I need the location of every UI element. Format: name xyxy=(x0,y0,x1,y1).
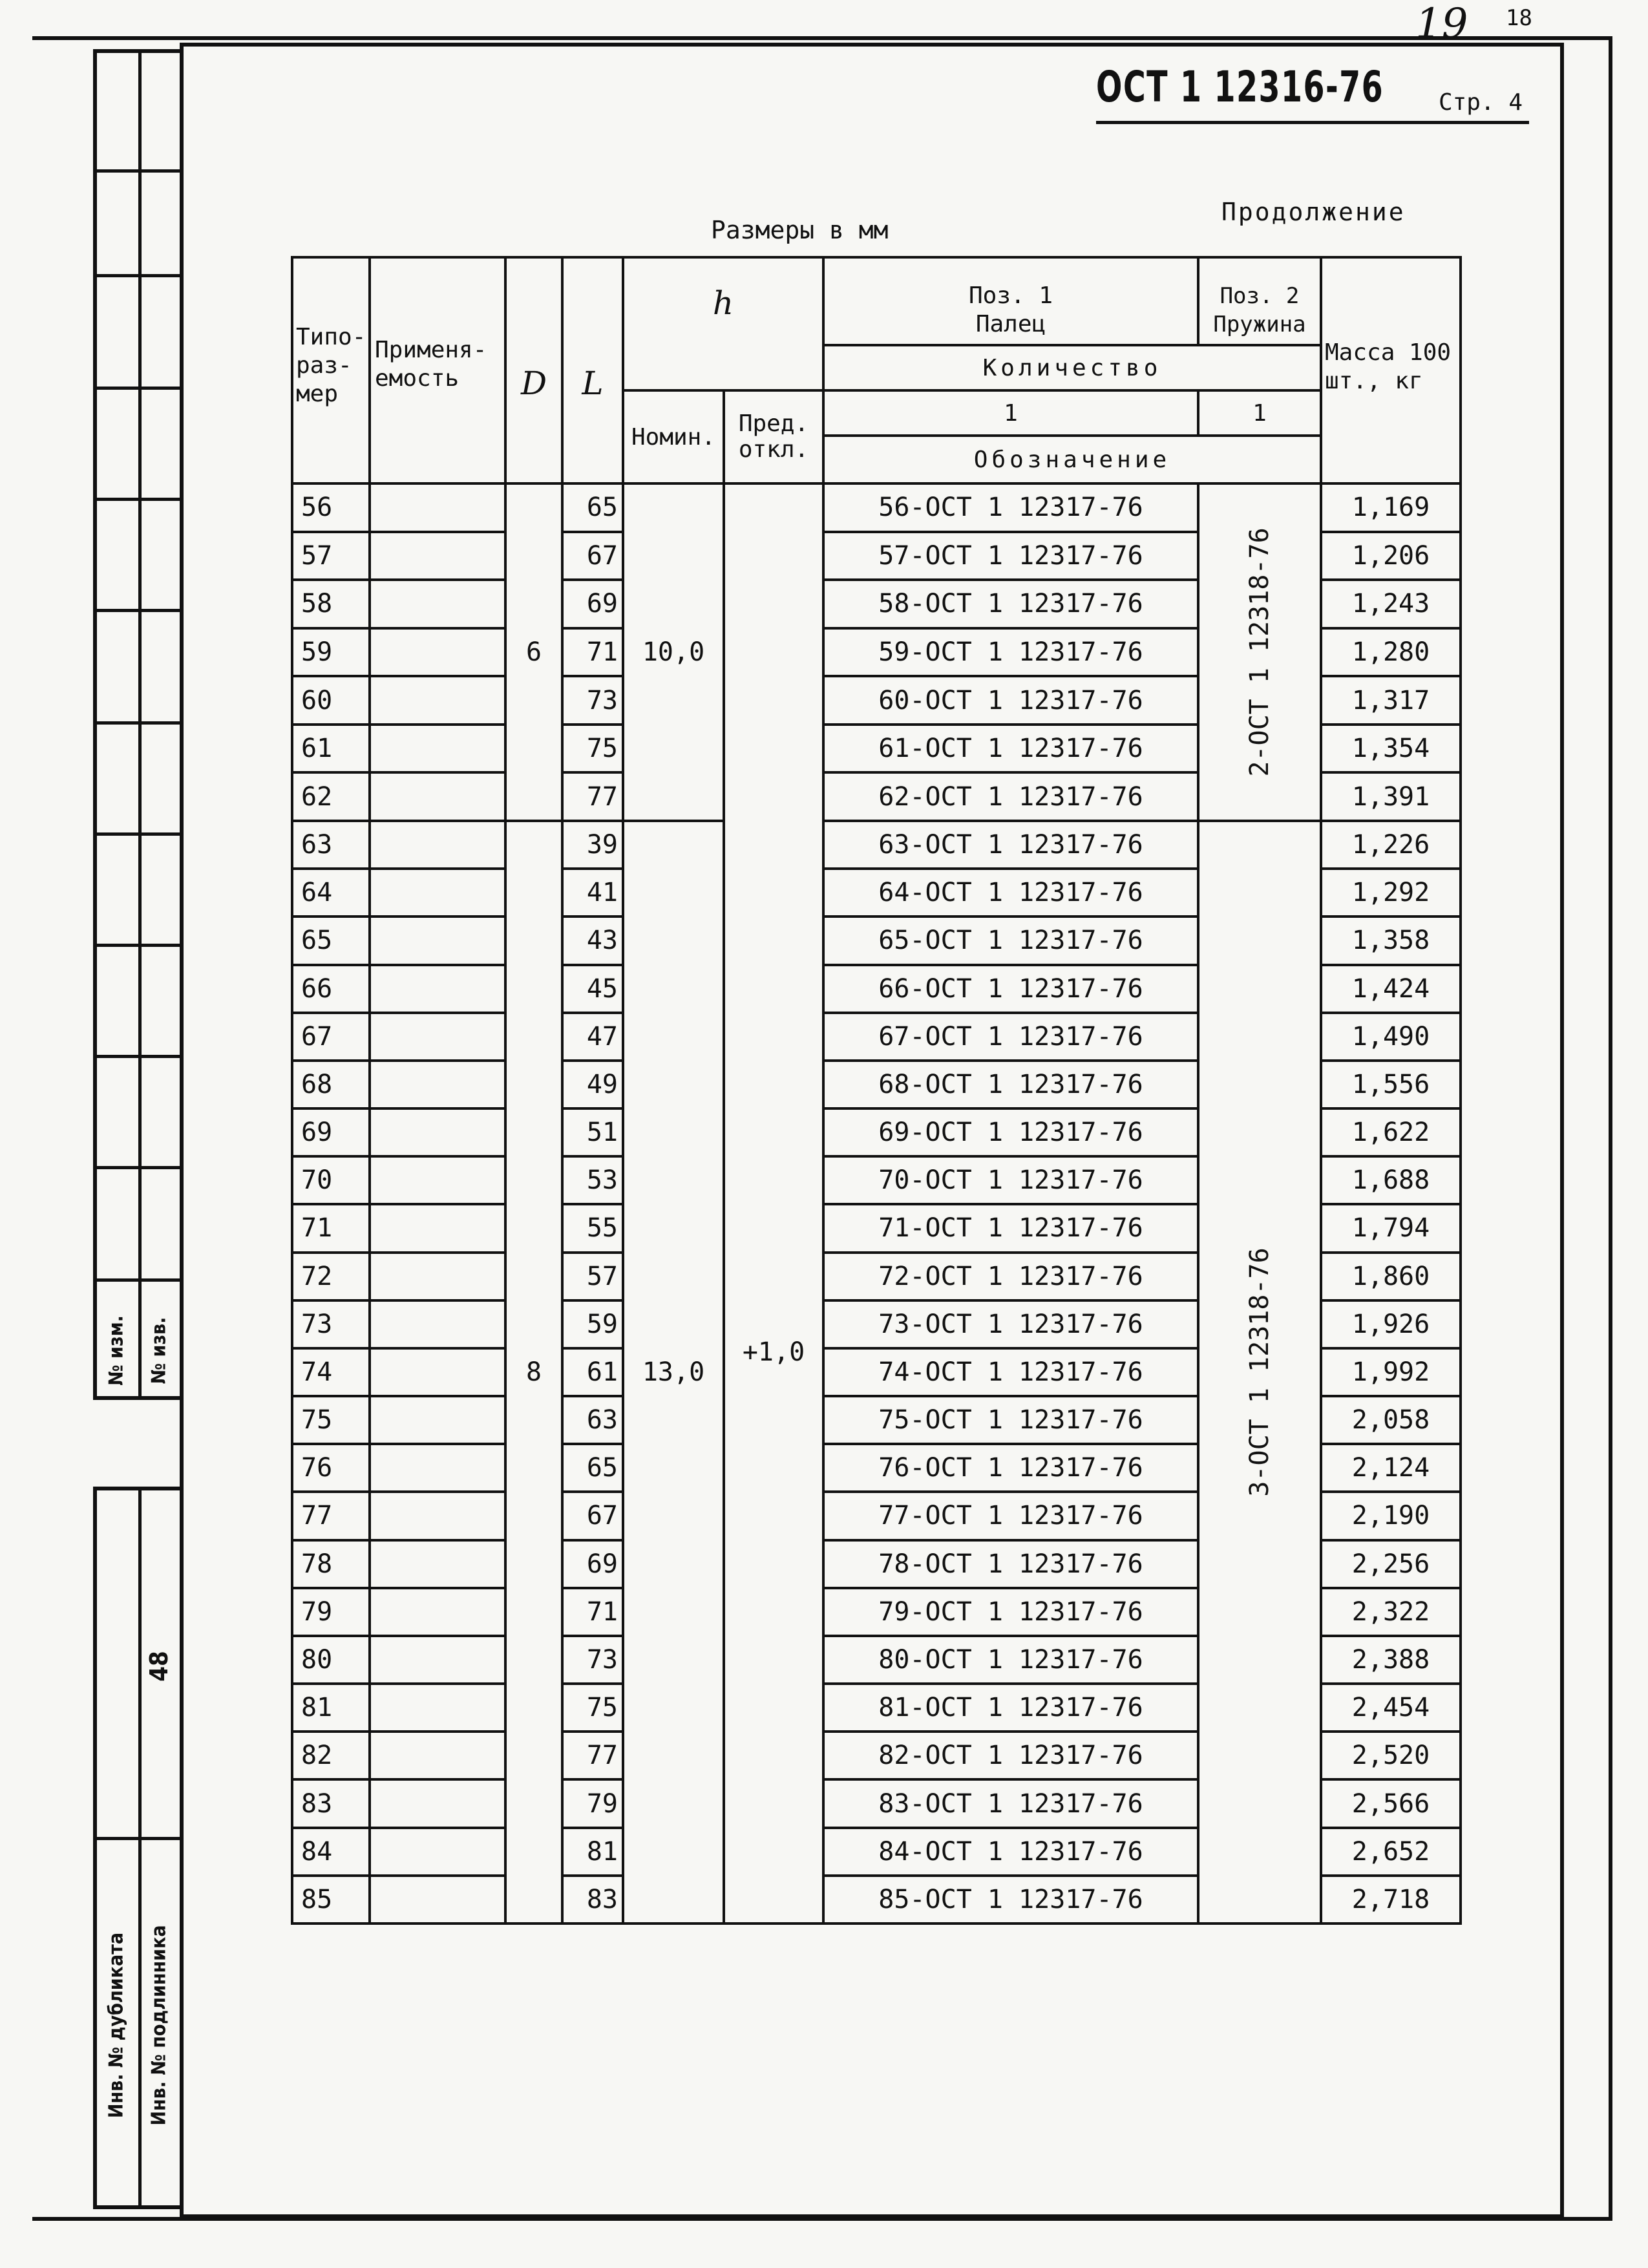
cell-massa: 1,292 xyxy=(1321,869,1461,917)
cell-oboznachenie: 66-ОСТ 1 12317-76 xyxy=(823,965,1198,1013)
header-kol: Количество xyxy=(823,345,1321,390)
cell-oboznachenie: 80-ОСТ 1 12317-76 xyxy=(823,1636,1198,1684)
cell-tiporazmer: 81 xyxy=(292,1684,370,1732)
cell-massa: 2,190 xyxy=(1321,1492,1461,1540)
cell-primenyaemost xyxy=(370,1204,505,1252)
cell-massa: 2,454 xyxy=(1321,1684,1461,1732)
cell-l: 69 xyxy=(562,580,623,628)
cell-tiporazmer: 66 xyxy=(292,965,370,1013)
cell-oboznachenie: 70-ОСТ 1 12317-76 xyxy=(823,1156,1198,1204)
cell-l: 55 xyxy=(562,1204,623,1252)
h-pred-value: +1,0 xyxy=(742,1337,805,1367)
header-h xyxy=(623,257,823,390)
cell-l: 49 xyxy=(562,1061,623,1108)
cell-oboznachenie: 73-ОСТ 1 12317-76 xyxy=(823,1300,1198,1348)
header-tipo: Типо-раз-мер xyxy=(292,257,370,483)
cell-l: 43 xyxy=(562,917,623,964)
cell-massa: 1,794 xyxy=(1321,1204,1461,1252)
cell-tiporazmer: 59 xyxy=(292,628,370,677)
dimensions-table xyxy=(291,256,1462,1925)
cell-d: 8 xyxy=(505,821,562,1924)
stub-label-izm: № изм. xyxy=(105,1315,128,1386)
cell-l: 77 xyxy=(562,772,623,821)
cell-l: 71 xyxy=(562,628,623,677)
cell-h-nom: 10,0 xyxy=(623,483,724,821)
cell-primenyaemost xyxy=(370,1108,505,1156)
cell-l: 65 xyxy=(562,483,623,532)
cell-l: 45 xyxy=(562,965,623,1013)
cell-primenyaemost xyxy=(370,1300,505,1348)
cell-oboznachenie: 62-ОСТ 1 12317-76 xyxy=(823,772,1198,821)
cell-primenyaemost xyxy=(370,1732,505,1779)
header-poz1-label: Поз. 1 xyxy=(968,282,1053,309)
table-row xyxy=(292,483,1461,532)
header-pred: Пред. откл. xyxy=(724,390,823,483)
cell-primenyaemost xyxy=(370,628,505,677)
cell-oboznachenie: 75-ОСТ 1 12317-76 xyxy=(823,1396,1198,1444)
cell-tiporazmer: 83 xyxy=(292,1779,370,1827)
cell-massa: 2,566 xyxy=(1321,1779,1461,1827)
cell-oboznachenie: 58-ОСТ 1 12317-76 xyxy=(823,580,1198,628)
cell-tiporazmer: 56 xyxy=(292,483,370,532)
cell-massa: 2,322 xyxy=(1321,1588,1461,1636)
cell-massa: 1,391 xyxy=(1321,772,1461,821)
cell-l: 83 xyxy=(562,1876,623,1924)
cell-oboznachenie: 84-ОСТ 1 12317-76 xyxy=(823,1828,1198,1876)
header-d xyxy=(505,257,562,483)
cell-tiporazmer: 63 xyxy=(292,821,370,869)
cell-tiporazmer: 70 xyxy=(292,1156,370,1204)
cell-tiporazmer: 85 xyxy=(292,1876,370,1924)
spring-designation: 2-ОСТ 1 12318-76 xyxy=(1245,527,1274,777)
cell-l: 75 xyxy=(562,1684,623,1732)
cell-tiporazmer: 82 xyxy=(292,1732,370,1779)
cell-oboznachenie: 72-ОСТ 1 12317-76 xyxy=(823,1253,1198,1300)
cell-oboznachenie: 82-ОСТ 1 12317-76 xyxy=(823,1732,1198,1779)
cell-l: 67 xyxy=(562,532,623,580)
cell-tiporazmer: 62 xyxy=(292,772,370,821)
cell-tiporazmer: 57 xyxy=(292,532,370,580)
cell-oboznachenie: 59-ОСТ 1 12317-76 xyxy=(823,628,1198,677)
spring-designation: 3-ОСТ 1 12318-76 xyxy=(1245,1247,1274,1497)
cell-oboznachenie: 76-ОСТ 1 12317-76 xyxy=(823,1444,1198,1492)
cell-massa: 1,688 xyxy=(1321,1156,1461,1204)
cell-massa: 2,124 xyxy=(1321,1444,1461,1492)
cell-l: 59 xyxy=(562,1300,623,1348)
header-nom: Номин. xyxy=(623,390,724,483)
cell-primenyaemost xyxy=(370,772,505,821)
cell-massa: 2,388 xyxy=(1321,1636,1461,1684)
cell-tiporazmer: 69 xyxy=(292,1108,370,1156)
cell-massa: 1,860 xyxy=(1321,1253,1461,1300)
cell-primenyaemost xyxy=(370,965,505,1013)
cell-massa: 1,926 xyxy=(1321,1300,1461,1348)
cell-massa: 1,243 xyxy=(1321,580,1461,628)
cell-spring xyxy=(1198,483,1321,821)
cell-l: 53 xyxy=(562,1156,623,1204)
cell-primenyaemost xyxy=(370,1253,505,1300)
cell-primenyaemost xyxy=(370,1396,505,1444)
cell-tiporazmer: 71 xyxy=(292,1204,370,1252)
cell-oboznachenie: 83-ОСТ 1 12317-76 xyxy=(823,1779,1198,1827)
cell-primenyaemost xyxy=(370,1013,505,1061)
cell-massa: 1,490 xyxy=(1321,1013,1461,1061)
cell-massa: 1,622 xyxy=(1321,1108,1461,1156)
cell-l: 47 xyxy=(562,1013,623,1061)
cell-oboznachenie: 77-ОСТ 1 12317-76 xyxy=(823,1492,1198,1540)
cell-primenyaemost xyxy=(370,869,505,917)
page-label: Стр. 4 xyxy=(1438,89,1523,116)
cell-oboznachenie: 71-ОСТ 1 12317-76 xyxy=(823,1204,1198,1252)
cell-l: 39 xyxy=(562,821,623,869)
cell-l: 61 xyxy=(562,1348,623,1396)
cell-primenyaemost xyxy=(370,917,505,964)
cell-tiporazmer: 78 xyxy=(292,1540,370,1588)
header-d-symbol: D xyxy=(520,365,547,402)
cell-l: 71 xyxy=(562,1588,623,1636)
cell-tiporazmer: 65 xyxy=(292,917,370,964)
cell-massa: 1,317 xyxy=(1321,676,1461,725)
cell-l: 73 xyxy=(562,676,623,725)
units-label: Размеры в мм xyxy=(711,216,889,244)
continuation-label: Продолжение xyxy=(1221,198,1406,226)
header-qty2: 1 xyxy=(1198,390,1321,436)
cell-tiporazmer: 58 xyxy=(292,580,370,628)
cell-oboznachenie: 67-ОСТ 1 12317-76 xyxy=(823,1013,1198,1061)
cell-tiporazmer: 76 xyxy=(292,1444,370,1492)
cell-primenyaemost xyxy=(370,1492,505,1540)
doc-code-block xyxy=(1096,62,1529,124)
cell-l: 57 xyxy=(562,1253,623,1300)
header-poz2-label: Поз. 2 xyxy=(1220,283,1300,309)
cell-massa: 2,256 xyxy=(1321,1540,1461,1588)
cell-l: 77 xyxy=(562,1732,623,1779)
cell-l: 73 xyxy=(562,1636,623,1684)
cell-tiporazmer: 68 xyxy=(292,1061,370,1108)
stub-bottom-block xyxy=(93,1487,180,2209)
cell-primenyaemost xyxy=(370,483,505,532)
stub-label-dubl: Инв. № дубликата xyxy=(105,1932,128,2119)
cell-primenyaemost xyxy=(370,1156,505,1204)
stub-label-podl: Инв. № подлинника xyxy=(147,1925,171,2126)
cell-massa: 1,280 xyxy=(1321,628,1461,677)
cell-tiporazmer: 80 xyxy=(292,1636,370,1684)
cell-massa: 1,169 xyxy=(1321,483,1461,532)
cell-oboznachenie: 57-ОСТ 1 12317-76 xyxy=(823,532,1198,580)
cell-oboznachenie: 69-ОСТ 1 12317-76 xyxy=(823,1108,1198,1156)
header-poz1 xyxy=(823,257,1198,345)
cell-l: 51 xyxy=(562,1108,623,1156)
cell-oboznachenie: 60-ОСТ 1 12317-76 xyxy=(823,676,1198,725)
cell-oboznachenie: 85-ОСТ 1 12317-76 xyxy=(823,1876,1198,1924)
cell-massa: 1,992 xyxy=(1321,1348,1461,1396)
header-oboz: Обозначение xyxy=(823,436,1321,483)
cell-l: 67 xyxy=(562,1492,623,1540)
cell-l: 81 xyxy=(562,1828,623,1876)
header-poz2 xyxy=(1198,257,1321,345)
cell-primenyaemost xyxy=(370,676,505,725)
handwritten-page-number: 19 xyxy=(1415,0,1468,48)
cell-massa: 1,206 xyxy=(1321,532,1461,580)
cell-oboznachenie: 81-ОСТ 1 12317-76 xyxy=(823,1684,1198,1732)
cell-tiporazmer: 64 xyxy=(292,869,370,917)
cell-oboznachenie: 78-ОСТ 1 12317-76 xyxy=(823,1540,1198,1588)
cell-tiporazmer: 72 xyxy=(292,1253,370,1300)
cell-primenyaemost xyxy=(370,1684,505,1732)
cell-primenyaemost xyxy=(370,1444,505,1492)
cell-l: 65 xyxy=(562,1444,623,1492)
cell-primenyaemost xyxy=(370,1061,505,1108)
cell-oboznachenie: 74-ОСТ 1 12317-76 xyxy=(823,1348,1198,1396)
cell-primenyaemost xyxy=(370,1828,505,1876)
cell-l: 41 xyxy=(562,869,623,917)
stamped-page-number: 18 xyxy=(1506,5,1532,31)
cell-tiporazmer: 74 xyxy=(292,1348,370,1396)
cell-tiporazmer: 77 xyxy=(292,1492,370,1540)
table-row xyxy=(292,821,1461,869)
cell-h-nom: 13,0 xyxy=(623,821,724,1924)
header-l xyxy=(562,257,623,483)
cell-primenyaemost xyxy=(370,1779,505,1827)
cell-primenyaemost xyxy=(370,532,505,580)
cell-primenyaemost xyxy=(370,1540,505,1588)
cell-primenyaemost xyxy=(370,1348,505,1396)
cell-tiporazmer: 61 xyxy=(292,725,370,773)
cell-massa: 2,652 xyxy=(1321,1828,1461,1876)
cell-l: 69 xyxy=(562,1540,623,1588)
cell-tiporazmer: 79 xyxy=(292,1588,370,1636)
cell-primenyaemost xyxy=(370,1876,505,1924)
cell-tiporazmer: 73 xyxy=(292,1300,370,1348)
stub-top-block xyxy=(93,49,180,1400)
cell-d: 6 xyxy=(505,483,562,821)
cell-oboznachenie: 68-ОСТ 1 12317-76 xyxy=(823,1061,1198,1108)
cell-oboznachenie: 64-ОСТ 1 12317-76 xyxy=(823,869,1198,917)
cell-tiporazmer: 84 xyxy=(292,1828,370,1876)
cell-massa: 2,718 xyxy=(1321,1876,1461,1924)
cell-oboznachenie: 56-ОСТ 1 12317-76 xyxy=(823,483,1198,532)
cell-l: 75 xyxy=(562,725,623,773)
cell-h-pred xyxy=(724,483,823,1924)
cell-massa: 2,058 xyxy=(1321,1396,1461,1444)
header-h-symbol: h xyxy=(712,284,734,322)
cell-l: 79 xyxy=(562,1779,623,1827)
header-prim: Применя-емость xyxy=(370,257,505,483)
header-palec-label: Палец xyxy=(975,311,1046,337)
cell-tiporazmer: 67 xyxy=(292,1013,370,1061)
header-l-symbol: L xyxy=(582,365,604,402)
cell-massa: 1,424 xyxy=(1321,965,1461,1013)
cell-massa: 1,226 xyxy=(1321,821,1461,869)
header-qty1: 1 xyxy=(823,390,1198,436)
cell-massa: 1,354 xyxy=(1321,725,1461,773)
header-massa: Масса 100 шт., кг xyxy=(1321,257,1461,483)
cell-l: 63 xyxy=(562,1396,623,1444)
cell-massa: 2,520 xyxy=(1321,1732,1461,1779)
stub-label-izv: № изв. xyxy=(147,1317,171,1384)
cell-primenyaemost xyxy=(370,580,505,628)
doc-code: ОСТ 1 12316-76 xyxy=(1096,62,1384,112)
header-pruzhina-label: Пружина xyxy=(1213,312,1306,337)
cell-oboznachenie: 61-ОСТ 1 12317-76 xyxy=(823,725,1198,773)
cell-primenyaemost xyxy=(370,725,505,773)
stub-sheet-number: 48 xyxy=(145,1651,173,1682)
cell-oboznachenie: 79-ОСТ 1 12317-76 xyxy=(823,1588,1198,1636)
cell-primenyaemost xyxy=(370,821,505,869)
cell-spring xyxy=(1198,821,1321,1924)
cell-oboznachenie: 63-ОСТ 1 12317-76 xyxy=(823,821,1198,869)
cell-primenyaemost xyxy=(370,1636,505,1684)
cell-oboznachenie: 65-ОСТ 1 12317-76 xyxy=(823,917,1198,964)
cell-massa: 1,556 xyxy=(1321,1061,1461,1108)
cell-tiporazmer: 75 xyxy=(292,1396,370,1444)
cell-tiporazmer: 60 xyxy=(292,676,370,725)
cell-massa: 1,358 xyxy=(1321,917,1461,964)
cell-primenyaemost xyxy=(370,1588,505,1636)
